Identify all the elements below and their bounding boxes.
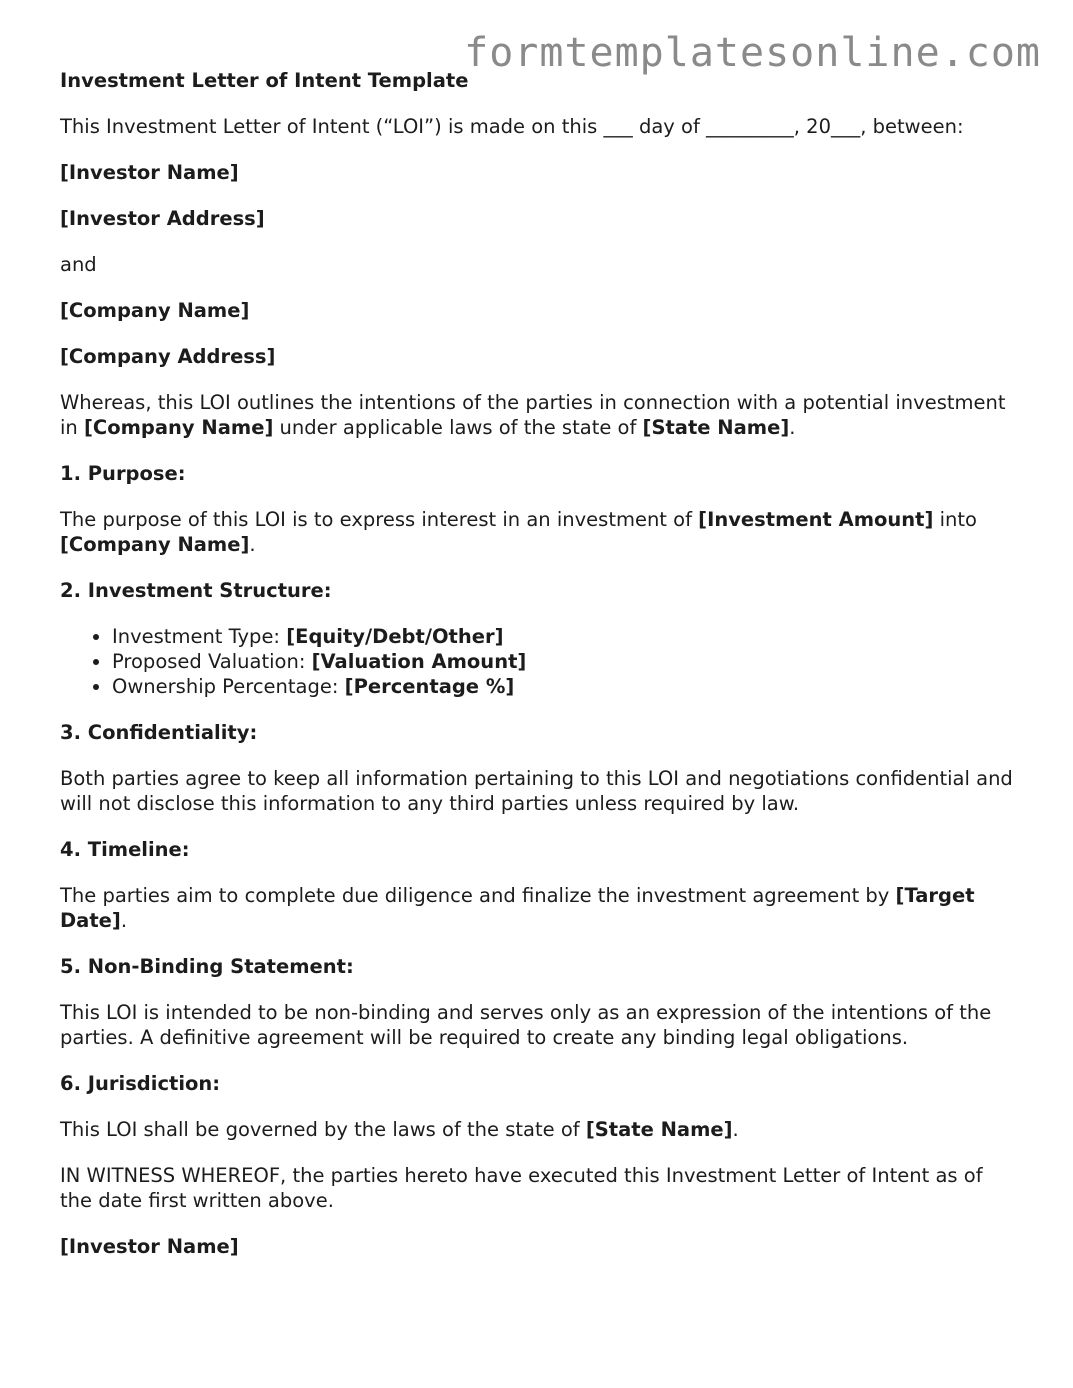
list-item	[112, 624, 1020, 649]
company-address-placeholder: [Company Address]	[60, 345, 276, 368]
jurisdiction-heading: 6. Jurisdiction:	[60, 1072, 221, 1095]
jurisdiction-text: This LOI shall be governed by the laws of the state of	[60, 1118, 586, 1141]
structure-list	[60, 624, 1020, 699]
jurisdiction-paragraph	[60, 1117, 1020, 1142]
company-name-placeholder: [Company Name]	[60, 299, 250, 322]
list-item	[112, 674, 1020, 699]
list-item	[112, 649, 1020, 674]
structure-value: [Valuation Amount]	[311, 650, 527, 673]
structure-heading: 2. Investment Structure:	[60, 579, 332, 602]
investor-address-placeholder: [Investor Address]	[60, 207, 265, 230]
document-title: Investment Letter of Intent Template	[60, 69, 469, 92]
purpose-end: .	[249, 533, 256, 556]
confidentiality-heading: 3. Confidentiality:	[60, 721, 258, 744]
timeline-heading: 4. Timeline:	[60, 838, 190, 861]
jurisdiction-state: [State Name]	[585, 1118, 733, 1141]
whereas-text-1: Whereas, this LOI outlines the intentions of the parties in connection with a potential investment in	[60, 391, 1006, 439]
purpose-paragraph	[60, 507, 1020, 557]
nonbinding-paragraph: This LOI is intended to be non-binding and serves only as an expression of the intentions of the parties. A definitive agreement will be required to create any binding legal obligations.	[60, 1001, 992, 1049]
timeline-end: .	[120, 909, 128, 932]
investor-name-placeholder: [Investor Name]	[60, 161, 239, 184]
structure-label: Proposed Valuation:	[112, 650, 312, 673]
timeline-date: [Target Date]	[60, 884, 975, 932]
whereas-paragraph	[60, 390, 1020, 440]
confidentiality-paragraph: Both parties agree to keep all information pertaining to this LOI and negotiations confidential and will not disclose this information to any third parties unless required by law.	[60, 767, 1013, 815]
whereas-company: [Company Name]	[83, 416, 274, 439]
purpose-text-1: The purpose of this LOI is to express interest in an investment of	[60, 508, 699, 531]
structure-value: [Percentage %]	[344, 675, 515, 698]
purpose-amount: [Investment Amount]	[698, 508, 934, 531]
timeline-paragraph	[60, 883, 1020, 933]
whereas-text-2: under applicable laws of the state of	[273, 416, 643, 439]
structure-label: Investment Type:	[112, 625, 287, 648]
purpose-company: [Company Name]	[60, 533, 250, 556]
nonbinding-heading: 5. Non-Binding Statement:	[60, 955, 354, 978]
signature-investor-name: [Investor Name]	[60, 1235, 239, 1258]
intro-paragraph: This Investment Letter of Intent (“LOI”) is made on this ___ day of _________, 20___, between:	[60, 115, 964, 138]
whereas-end: .	[789, 416, 796, 439]
timeline-text: The parties aim to complete due diligence and finalize the investment agreement by	[60, 884, 896, 907]
document-body	[60, 68, 1020, 1280]
jurisdiction-end: .	[732, 1118, 739, 1141]
structure-value: [Equity/Debt/Other]	[286, 625, 504, 648]
purpose-heading: 1. Purpose:	[60, 462, 186, 485]
purpose-text-2: into	[933, 508, 977, 531]
and-text: and	[60, 253, 97, 276]
witness-paragraph: IN WITNESS WHEREOF, the parties hereto have executed this Investment Letter of Intent as of the date first written above.	[60, 1164, 983, 1212]
watermark-text: formtemplatesonline.com	[464, 30, 1041, 76]
whereas-state: [State Name]	[642, 416, 790, 439]
structure-label: Ownership Percentage:	[112, 675, 345, 698]
